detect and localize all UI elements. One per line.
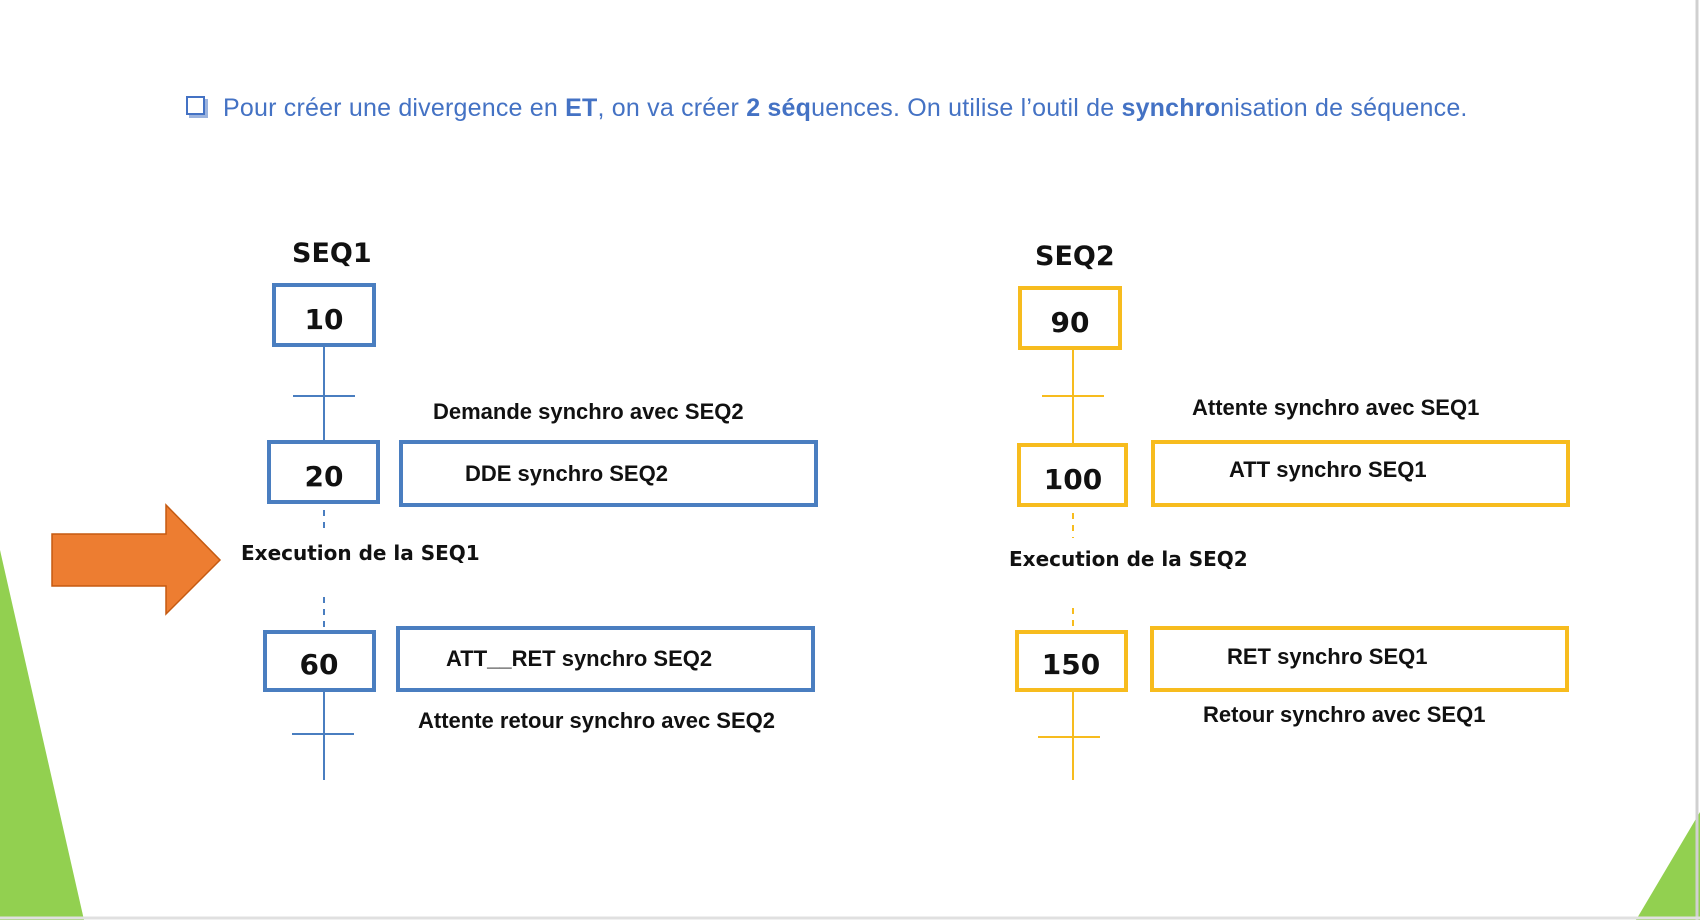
seq2-step-150-label: 150 bbox=[1041, 648, 1101, 681]
seq2-execution-label: Execution de la SEQ2 bbox=[1009, 547, 1248, 571]
seq2-step-90-label: 90 bbox=[1050, 306, 1090, 339]
intro-seg-3: 2 séq bbox=[746, 94, 812, 122]
intro-seg-6: nisation de séquence. bbox=[1220, 94, 1468, 122]
seq1-title: SEQ1 bbox=[292, 238, 372, 269]
seq2-transition-1-label: Attente synchro avec SEQ1 bbox=[1192, 395, 1480, 420]
seq1-step-20-label: 20 bbox=[304, 460, 344, 493]
seq1-action-20-label: DDE synchro SEQ2 bbox=[465, 461, 668, 486]
intro-seg-4: uences. On utilise l’outil de bbox=[811, 94, 1122, 122]
seq1-transition-1-label: Demande synchro avec SEQ2 bbox=[433, 399, 744, 424]
intro-seg-5: synchro bbox=[1121, 94, 1221, 122]
seq1-action-60-label: ATT__RET synchro SEQ2 bbox=[446, 646, 713, 671]
seq2-action-100-label: ATT synchro SEQ1 bbox=[1229, 457, 1427, 482]
seq2-action-150-label: RET synchro SEQ1 bbox=[1227, 644, 1428, 669]
intro-seg-0: Pour créer une divergence en bbox=[223, 94, 566, 122]
seq1-step-60-label: 60 bbox=[299, 648, 339, 681]
seq2-title: SEQ2 bbox=[1035, 241, 1115, 272]
right-arrow-icon bbox=[52, 505, 220, 614]
intro-seg-1: ET bbox=[565, 94, 598, 122]
seq1-group bbox=[241, 238, 816, 780]
seq2-group bbox=[1009, 241, 1568, 780]
seq1-transition-2-label: Attente retour synchro avec SEQ2 bbox=[418, 708, 776, 733]
seq1-execution-label: Execution de la SEQ1 bbox=[241, 541, 480, 565]
seq2-transition-2-label: Retour synchro avec SEQ1 bbox=[1203, 702, 1486, 727]
intro-seg-2: , on va créer bbox=[597, 94, 747, 122]
seq1-step-10-label: 10 bbox=[304, 303, 344, 336]
seq2-step-100-label: 100 bbox=[1043, 463, 1103, 496]
